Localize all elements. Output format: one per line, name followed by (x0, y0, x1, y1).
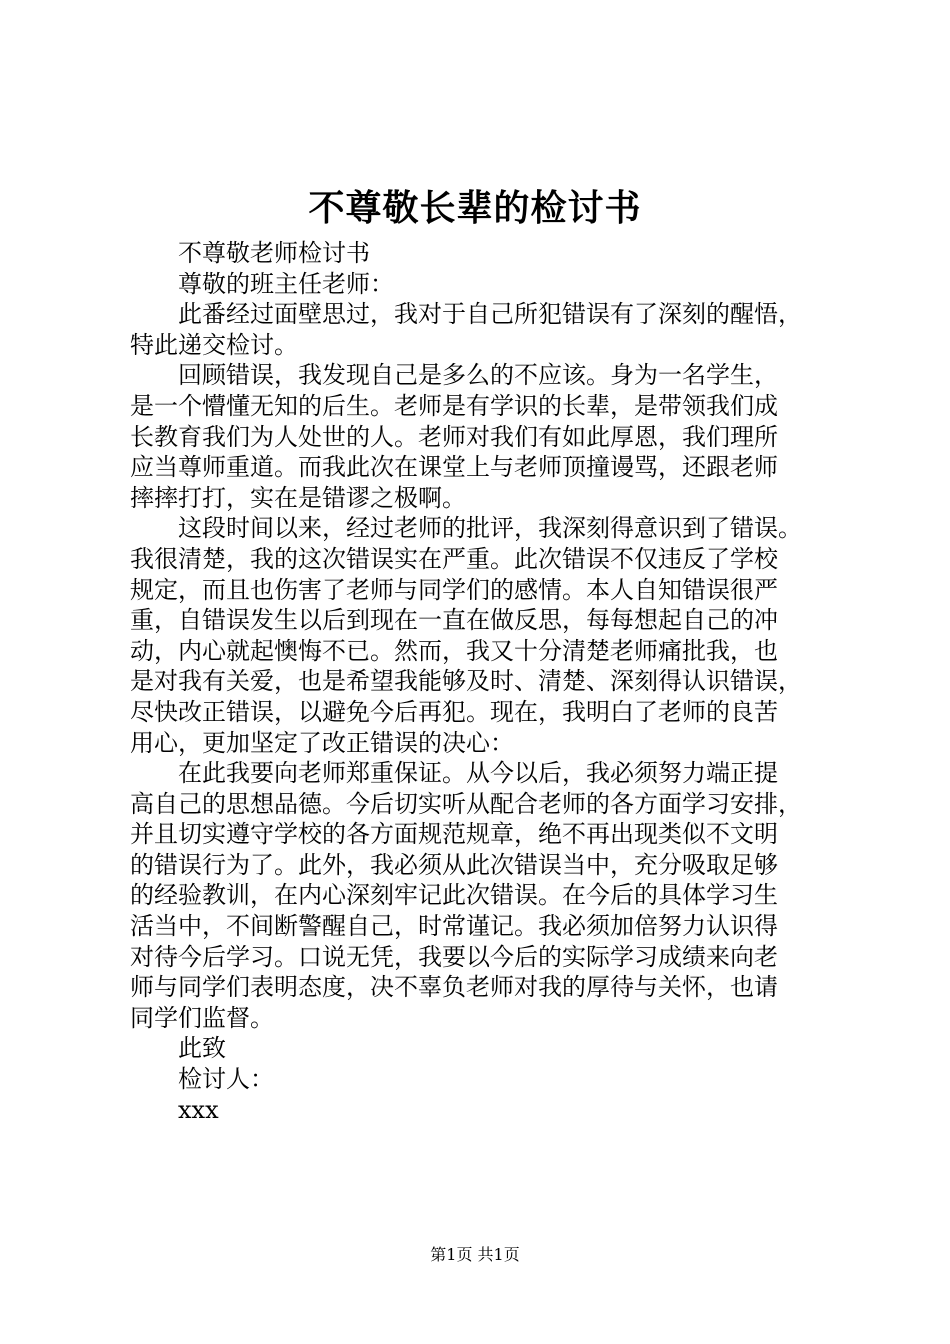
signer-name: xxx (178, 1095, 219, 1124)
page-footer: 第1页 共1页 (430, 1245, 520, 1264)
paragraph-line: 是对我有关爱，也是希望我能够及时、清楚、深刻得认识错误， (130, 667, 802, 696)
salutation: 尊敬的班主任老师： (178, 269, 394, 298)
paragraph-line: 长教育我们为人处世的人。老师对我们有如此厚恩，我们理所 (130, 422, 778, 451)
paragraph-line: 规定，而且也伤害了老师与同学们的感情。本人自知错误很严 (130, 575, 778, 604)
paragraph-line: 的经验教训，在内心深刻牢记此次错误。在今后的具体学习生 (130, 881, 778, 910)
body-paragraph (130, 758, 860, 1033)
signer-label: 检讨人： (178, 1065, 274, 1094)
paragraph-line: 是一个懵懂无知的后生。老师是有学识的长辈，是带领我们成 (130, 391, 778, 420)
paragraph-line: 应当尊师重道。而我此次在课堂上与老师顶撞谩骂，还跟老师 (130, 453, 778, 482)
paragraph-line: 高自己的思想品德。今后切实听从配合老师的各方面学习安排， (130, 789, 802, 818)
paragraph-line: 并且切实遵守学校的各方面规范规章，绝不再出现类似不文明 (130, 820, 778, 849)
paragraph-line: 在此我要向老师郑重保证。从今以后，我必须努力端正提 (178, 759, 778, 788)
paragraph-line: 活当中，不间断警醒自己，时常谨记。我必须加倍努力认识得 (130, 912, 778, 941)
paragraph-list (130, 299, 860, 1033)
paragraph-line: 对待今后学习。口说无凭，我要以今后的实际学习成绩来向老 (130, 942, 778, 971)
document-title: 不尊敬长辈的检讨书 (308, 187, 642, 229)
body-paragraph (130, 360, 860, 513)
paragraph-line: 动，内心就起懊悔不已。然而，我又十分清楚老师痛批我，也 (130, 636, 778, 665)
paragraph-line: 尽快改正错误，以避免今后再犯。现在，我明白了老师的良苦 (130, 697, 778, 726)
paragraph-line: 的错误行为了。此外，我必须从此次错误当中，充分吸取足够 (130, 850, 778, 879)
paragraph-line: 摔摔打打，实在是错谬之极啊。 (130, 483, 466, 512)
body-paragraph (130, 513, 860, 758)
document-body (130, 238, 860, 1125)
paragraph-line: 这段时间以来，经过老师的批评，我深刻得意识到了错误。 (178, 514, 802, 543)
paragraph-line: 特此递交检讨。 (130, 330, 298, 359)
paragraph-line: 同学们监督。 (130, 1003, 274, 1032)
paragraph-line: 此番经过面壁思过，我对于自己所犯错误有了深刻的醒悟， (178, 300, 802, 329)
paragraph-line: 回顾错误，我发现自己是多么的不应该。身为一名学生， (178, 361, 778, 390)
paragraph-line: 师与同学们表明态度，决不辜负老师对我的厚待与关怀，也请 (130, 973, 778, 1002)
paragraph-line: 用心，更加坚定了改正错误的决心： (130, 728, 514, 757)
closing-text: 此致 (178, 1034, 226, 1063)
paragraph-line: 我很清楚，我的这次错误实在严重。此次错误不仅违反了学校 (130, 544, 778, 573)
document-subtitle: 不尊敬老师检讨书 (178, 239, 370, 267)
paragraph-line: 重，自错误发生以后到现在一直在做反思，每每想起自己的冲 (130, 606, 778, 635)
body-paragraph (130, 299, 860, 360)
